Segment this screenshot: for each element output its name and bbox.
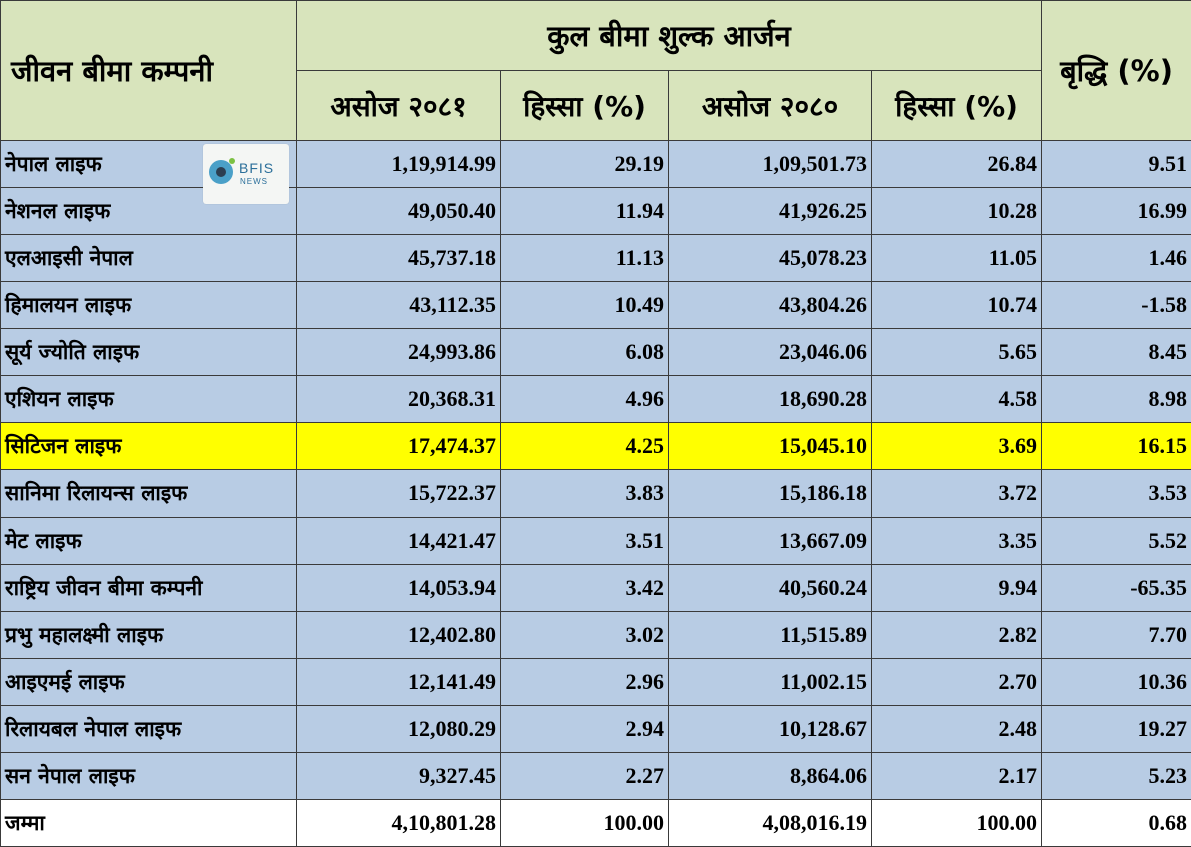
current-premium-cell: 12,080.29: [297, 705, 501, 752]
current-share-cell: 2.27: [501, 752, 669, 799]
previous-period-header: असोज २०८०: [669, 71, 872, 141]
table-row: [1, 705, 1191, 752]
logo-dot-icon: [229, 158, 235, 164]
previous-share-cell: 9.94: [872, 564, 1042, 611]
table-body: [1, 141, 1191, 847]
company-name-cell: एलआइसी नेपाल: [1, 235, 297, 282]
previous-share-cell: 2.17: [872, 752, 1042, 799]
table-row: [1, 235, 1191, 282]
table-row: [1, 329, 1191, 376]
company-name-cell: एशियन लाइफ: [1, 376, 297, 423]
current-share-cell: 11.94: [501, 188, 669, 235]
growth-cell: 16.99: [1042, 188, 1191, 235]
company-name-cell: सिटिजन लाइफ: [1, 423, 297, 470]
previous-premium-cell: 1,09,501.73: [669, 141, 872, 188]
previous-share-cell: 10.74: [872, 282, 1042, 329]
growth-cell: 1.46: [1042, 235, 1191, 282]
previous-premium-cell: 45,078.23: [669, 235, 872, 282]
previous-premium-cell: 41,926.25: [669, 188, 872, 235]
table-row: [1, 282, 1191, 329]
logo-sub-text: NEWS: [240, 177, 268, 186]
current-share-cell: 3.42: [501, 564, 669, 611]
current-premium-cell: 9,327.45: [297, 752, 501, 799]
current-share-cell: 3.51: [501, 517, 669, 564]
previous-share-cell: 2.70: [872, 658, 1042, 705]
table-row: [1, 188, 1191, 235]
previous-share-cell: 2.48: [872, 705, 1042, 752]
table-row: [1, 611, 1191, 658]
previous-share-cell: 5.65: [872, 329, 1042, 376]
current-premium-cell: 12,402.80: [297, 611, 501, 658]
company-name-cell: सानिमा रिलायन्स लाइफ: [1, 470, 297, 517]
company-name-cell: आइएमई लाइफ: [1, 658, 297, 705]
current-share-cell: 2.94: [501, 705, 669, 752]
table-row: [1, 517, 1191, 564]
current-share-cell: 11.13: [501, 235, 669, 282]
growth-cell: 5.52: [1042, 517, 1191, 564]
current-premium-cell: 20,368.31: [297, 376, 501, 423]
table-row: [1, 423, 1191, 470]
current-premium-cell: 24,993.86: [297, 329, 501, 376]
growth-cell: 7.70: [1042, 611, 1191, 658]
company-name-cell: नेपाल लाइफ: [1, 141, 297, 188]
previous-premium-cell: 40,560.24: [669, 564, 872, 611]
current-premium-cell: 43,112.35: [297, 282, 501, 329]
current-premium-cell: 14,053.94: [297, 564, 501, 611]
growth-cell: 9.51: [1042, 141, 1191, 188]
company-name-cell: नेशनल लाइफ: [1, 188, 297, 235]
current-premium-cell: 4,10,801.28: [297, 799, 501, 846]
current-share-cell: 4.96: [501, 376, 669, 423]
previous-share-cell: 11.05: [872, 235, 1042, 282]
previous-share-cell: 10.28: [872, 188, 1042, 235]
previous-premium-cell: 10,128.67: [669, 705, 872, 752]
total-premium-group-header: कुल बीमा शुल्क आर्जन: [297, 1, 1042, 71]
previous-share-cell: 4.58: [872, 376, 1042, 423]
previous-share-cell: 3.69: [872, 423, 1042, 470]
company-name-cell: सन नेपाल लाइफ: [1, 752, 297, 799]
company-name-cell: राष्ट्रिय जीवन बीमा कम्पनी: [1, 564, 297, 611]
previous-premium-cell: 15,186.18: [669, 470, 872, 517]
current-share-cell: 3.02: [501, 611, 669, 658]
current-share-cell: 29.19: [501, 141, 669, 188]
table-row: [1, 376, 1191, 423]
current-period-header: असोज २०८१: [297, 71, 501, 141]
growth-cell: 8.45: [1042, 329, 1191, 376]
growth-cell: -1.58: [1042, 282, 1191, 329]
previous-share-header: हिस्सा (%): [872, 71, 1042, 141]
table-row: [1, 141, 1191, 188]
previous-premium-cell: 23,046.06: [669, 329, 872, 376]
growth-cell: 10.36: [1042, 658, 1191, 705]
company-name-cell: प्रभु महालक्ष्मी लाइफ: [1, 611, 297, 658]
company-name-cell: जम्मा: [1, 799, 297, 846]
growth-cell: 3.53: [1042, 470, 1191, 517]
current-share-cell: 3.83: [501, 470, 669, 517]
growth-cell: 16.15: [1042, 423, 1191, 470]
current-share-cell: 2.96: [501, 658, 669, 705]
growth-cell: 5.23: [1042, 752, 1191, 799]
logo-ring-icon: [209, 160, 233, 184]
previous-premium-cell: 4,08,016.19: [669, 799, 872, 846]
company-column-header: जीवन बीमा कम्पनी: [1, 1, 297, 141]
current-share-cell: 4.25: [501, 423, 669, 470]
company-name-cell: हिमालयन लाइफ: [1, 282, 297, 329]
current-share-cell: 100.00: [501, 799, 669, 846]
current-share-header: हिस्सा (%): [501, 71, 669, 141]
previous-premium-cell: 43,804.26: [669, 282, 872, 329]
current-share-cell: 10.49: [501, 282, 669, 329]
previous-share-cell: 3.35: [872, 517, 1042, 564]
table-row: [1, 564, 1191, 611]
growth-cell: 19.27: [1042, 705, 1191, 752]
previous-share-cell: 2.82: [872, 611, 1042, 658]
current-premium-cell: 1,19,914.99: [297, 141, 501, 188]
current-premium-cell: 12,141.49: [297, 658, 501, 705]
table-row: [1, 658, 1191, 705]
bfis-news-logo-icon: [203, 144, 289, 204]
growth-cell: 8.98: [1042, 376, 1191, 423]
previous-share-cell: 26.84: [872, 141, 1042, 188]
current-premium-cell: 17,474.37: [297, 423, 501, 470]
total-row: [1, 799, 1191, 846]
company-name-cell: रिलायबल नेपाल लाइफ: [1, 705, 297, 752]
previous-premium-cell: 15,045.10: [669, 423, 872, 470]
growth-cell: 0.68: [1042, 799, 1191, 846]
previous-premium-cell: 13,667.09: [669, 517, 872, 564]
previous-share-cell: 100.00: [872, 799, 1042, 846]
previous-premium-cell: 8,864.06: [669, 752, 872, 799]
previous-premium-cell: 11,515.89: [669, 611, 872, 658]
previous-premium-cell: 11,002.15: [669, 658, 872, 705]
current-premium-cell: 15,722.37: [297, 470, 501, 517]
table-row: [1, 470, 1191, 517]
current-share-cell: 6.08: [501, 329, 669, 376]
growth-cell: -65.35: [1042, 564, 1191, 611]
growth-column-header: बृद्धि (%): [1042, 1, 1191, 141]
current-premium-cell: 49,050.40: [297, 188, 501, 235]
table-row: [1, 752, 1191, 799]
company-name-cell: सूर्य ज्योति लाइफ: [1, 329, 297, 376]
current-premium-cell: 45,737.18: [297, 235, 501, 282]
logo-brand-text: BFIS: [239, 160, 275, 176]
company-name-cell: मेट लाइफ: [1, 517, 297, 564]
current-premium-cell: 14,421.47: [297, 517, 501, 564]
previous-premium-cell: 18,690.28: [669, 376, 872, 423]
previous-share-cell: 3.72: [872, 470, 1042, 517]
